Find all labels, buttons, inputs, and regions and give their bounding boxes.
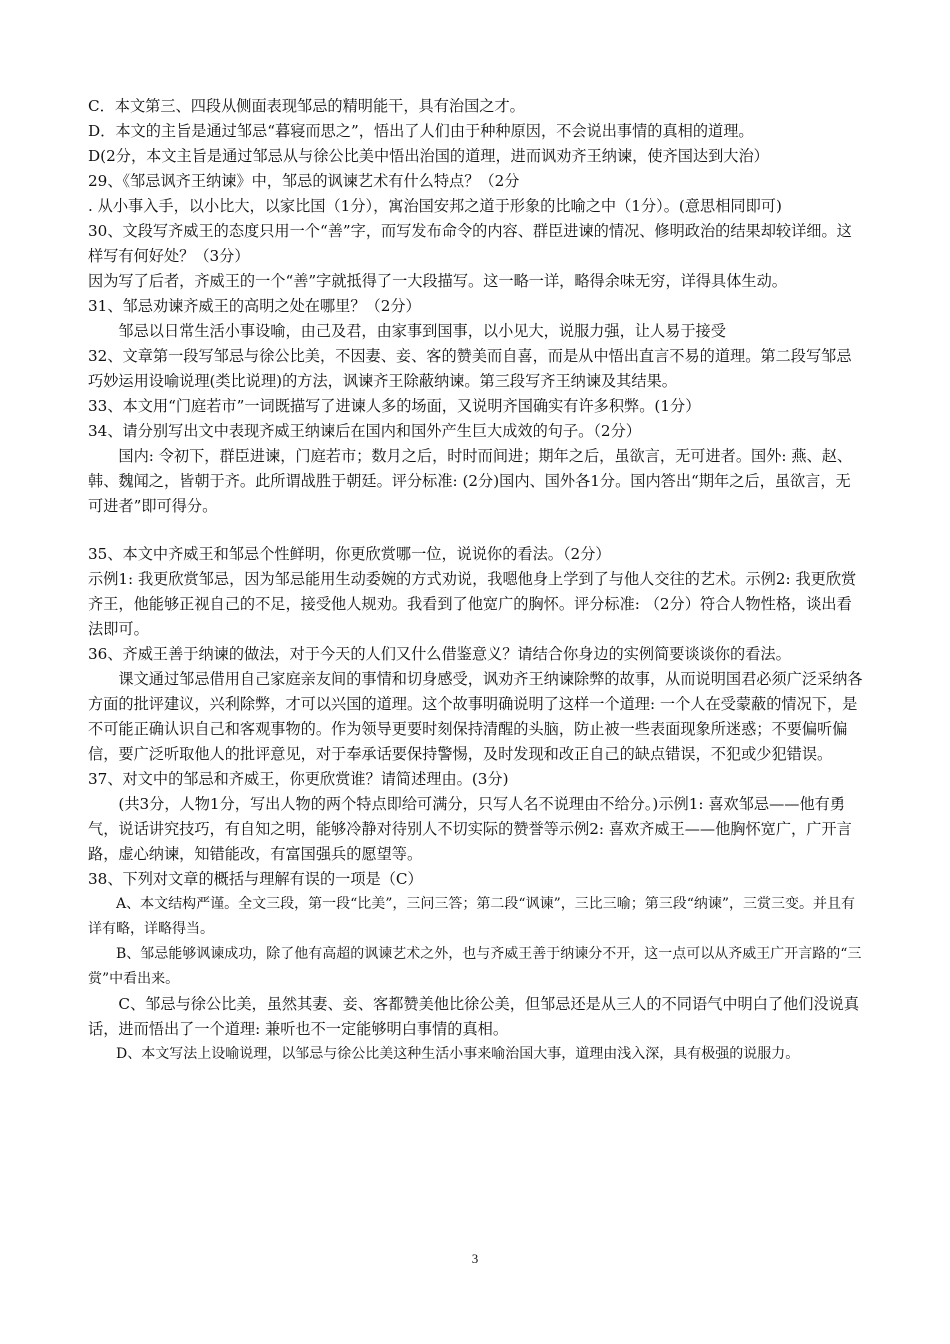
question-34: 34、请分别写出文中表现齐威王纳谏后在国内和国外产生巨大成效的句子。（2分）	[88, 422, 641, 440]
question-33: 33、本文用“门庭若市”一词既描写了进谏人多的场面，又说明齐国确实有许多积弊。(1分）	[88, 397, 701, 415]
answer-30: 因为写了后者，齐威王的一个“善”字就抵得了一大段描写。这一略一详，略得余味无穷，详得具体生动。	[88, 272, 787, 290]
spacer	[88, 519, 864, 542]
document-body	[88, 94, 864, 1067]
answer-31: 邹忌以日常生活小事设喻，由己及君，由家事到国事，以小见大，说服力强，让人易于接受	[118, 322, 726, 340]
answer-34: 国内: 令初下，群臣进谏，门庭若市；数月之后，时时而间进；期年之后，虽欲言，无可进者。国外: 燕、赵、韩、魏闻之，皆朝于齐。此所谓战胜于朝廷。评分标准: (2分)国内、国外各1分。国内答出“期年之后，虽欲言，无可进者”即可得分。	[88, 447, 853, 515]
option-c-line: C．本文第三、四段从侧面表现邹忌的精明能干，具有治国之才。	[88, 97, 525, 115]
question-36: 36、齐威王善于纳谏的做法，对于今天的人们又什么借鉴意义？请结合你身边的实例简要谈谈你的看法。	[88, 645, 791, 663]
option-d-line: D．本文的主旨是通过邹忌“暮寝而思之”，悟出了人们由于种种原因，不会说出事情的真相的道理。	[88, 122, 754, 140]
option-38-c: C、邹忌与徐公比美，虽然其妻、妾、客都赞美他比徐公美，但邹忌还是从三人的不同语气中明白了他们没说真话，进而悟出了一个道理: 兼听也不一定能够明白事情的真相。	[88, 995, 860, 1038]
page-number: 3	[471, 1251, 479, 1266]
answer-29: . 从小事入手，以小比大，以家比国（1分），寓治国安邦之道于形象的比喻之中（1分）。(意思相同即可)	[88, 197, 782, 215]
question-32: 32、文章第一段写邹忌与徐公比美，不因妻、妾、客的赞美而自喜，而是从中悟出直言不易的道理。第二段写邹忌巧妙运用设喻说理(类比说理)的方法，讽谏齐王除蔽纳谏。第三段写齐王纳谏及其结果。	[88, 347, 852, 390]
question-37: 37、对文中的邹忌和齐威王，你更欣赏谁？请简述理由。(3分)	[88, 770, 509, 788]
question-30: 30、文段写齐威王的态度只用一个“善”字，而写发布命令的内容、群臣进谏的情况、修明政治的结果却较详细。这样写有何好处？（3分）	[88, 222, 852, 265]
option-38-b: B、邹忌能够讽谏成功，除了他有高超的讽谏艺术之外，也与齐威王善于纳谏分不开，这一点可以从齐威王广开言路的“三赏”中看出来。	[88, 946, 862, 987]
option-38-d: D、本文写法上设喻说理，以邹忌与徐公比美这种生活小事来喻治国大事，道理由浅入深，具有极强的说服力。	[116, 1046, 800, 1062]
answer-37: (共3分，人物1分，写出人物的两个特点即给可满分，只写人名不说理由不给分。)示例1: 喜欢邹忌——他有勇气，说话讲究技巧，有自知之明，能够冷静对待别人不切实际的赞誉等示例2: 喜欢齐威王——他胸怀宽广，广开言路，虚心纳谏，知错能改，有富国强兵的愿望等。	[88, 795, 852, 863]
answer-35: 示例1: 我更欣赏邹忌，因为邹忌能用生动委婉的方式劝说，我嗯他身上学到了与他人交往的艺术。示例2: 我更欣赏齐王，他能够正视自己的不足，接受他人规劝。我看到了他宽广的胸怀。评分标准: （2分）符合人物性格，谈出看法即可。	[88, 570, 857, 638]
option-38-a: A、本文结构严谨。全文三段，第一段“比美”，三问三答；第二段“讽谏”，三比三喻；第三段“纳谏”，三赏三变。并且有详有略，详略得当。	[88, 896, 856, 937]
question-38: 38、下列对文章的概括与理解有误的一项是（C）	[88, 870, 423, 888]
question-31: 31、邹忌劝谏齐威王的高明之处在哪里？（2分）	[88, 297, 421, 315]
question-35: 35、本文中齐威王和邹忌个性鲜明，你更欣赏哪一位，说说你的看法。（2分）	[88, 545, 611, 563]
question-29: 29、《邹忌讽齐王纳谏》中，邹忌的讽谏艺术有什么特点？（2分	[88, 172, 520, 190]
answer-36: 课文通过邹忌借用自己家庭亲友间的事情和切身感受，讽劝齐王纳谏除弊的故事，从而说明国君必须广泛采纳各方面的批评建议，兴利除弊，才可以兴国的道理。这个故事明确说明了这样一个道理: 一个人在受蒙蔽的情况下，是不可能正确认识自己和客观事物的。作为领导更要时刻保持清醒的头脑，防止被一些表面现象所迷惑；不要偏听偏信，要广泛听取他人的批评意见，对于奉承话要保持警惕，及时发现和改正自己的缺点错误，不犯或少犯错误。	[88, 670, 863, 763]
answer-28: D(2分，本文主旨是通过邹忌从与徐公比美中悟出治国的道理，进而讽劝齐王纳谏，使齐国达到大治）	[88, 147, 769, 165]
